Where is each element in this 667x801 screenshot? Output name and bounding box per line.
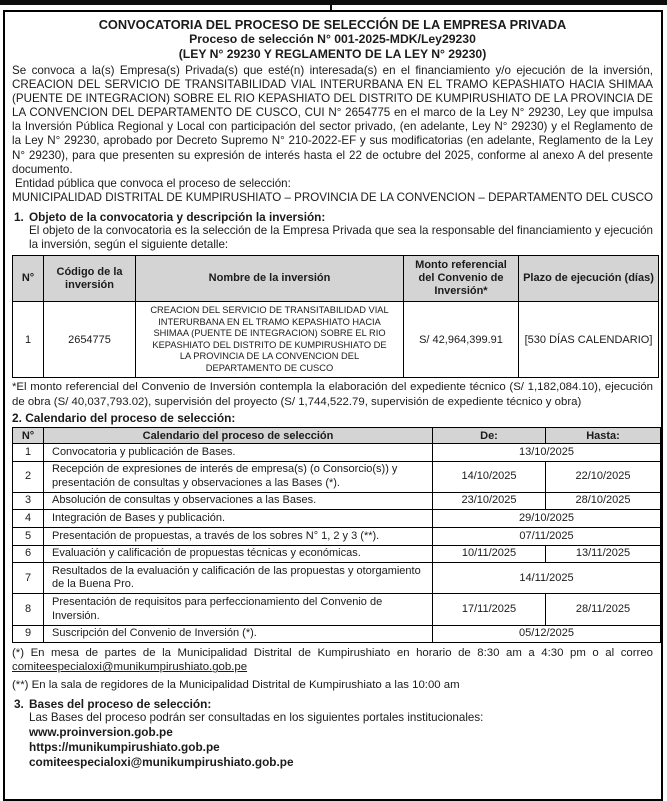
cell-actividad: Evaluación y calificación de propuestas técnicas y económicas. (44, 545, 433, 563)
cell-hasta: 22/10/2025 (546, 461, 661, 492)
col-header-hasta: Hasta: (546, 428, 661, 444)
section-1-title: Objeto de la convocatoria y descripción la inversión: (29, 209, 326, 224)
table-row (13, 625, 661, 643)
table-row (13, 563, 661, 594)
entity-name: MUNICIPALIDAD DISTRITAL DE KUMPIRUSHIATO – PROVINCIA DE LA CONVENCION – DEPARTAMENTO DEL CUSCO (12, 190, 653, 204)
table-row (13, 492, 661, 510)
law-reference: (LEY N° 29230 Y REGLAMENTO DE LA LEY N° 29230) (178, 47, 487, 61)
table-row (13, 444, 661, 462)
cell-n: 5 (13, 528, 44, 546)
page-top-rule (0, 0, 667, 5)
section-3 (12, 697, 653, 771)
table-row (13, 461, 661, 492)
cell-actividad: Convocatoria y publicación de Bases. (44, 444, 433, 462)
cell-hasta: 28/10/2025 (546, 492, 661, 510)
cell-actividad: Presentación de requisitos para perfeccionamiento del Convenio de Inversión. (44, 594, 433, 625)
table-row (13, 594, 661, 625)
col-header-monto: Monto referencial del Convenio de Inversión* (404, 256, 519, 302)
col-header-codigo: Código de la inversión (44, 256, 136, 302)
process-number: Proceso de selección N° 001-2025-MDK/Ley29230 (189, 32, 476, 46)
cell-n: 1 (13, 444, 44, 462)
table-row (13, 545, 661, 563)
section-3-heading (12, 697, 653, 712)
cell-fecha: 29/10/2025 (433, 510, 661, 528)
portal-committee-email: comiteespecialoxi@munikumpirushiato.gob.pe (29, 755, 294, 770)
section-1-body: El objeto de la convocatoria es la selección de la Empresa Privada que sea la responsable del financiamiento y ejecución la inversión, según el siguiente detalle: (29, 224, 653, 252)
cell-codigo: 2654775 (44, 302, 136, 378)
cell-n: 1 (13, 302, 44, 378)
cell-n: 9 (13, 625, 44, 643)
investment-table-footnote: *El monto referencial del Convenio de Inversión contempla la elaboración del expediente técnico (S/ 1,182,084.10), ejecución de obra (S/ 40,037,793.02), supervisión del proyecto (S/ 1,744,522.79, supervisión de expediente técnico y obra) (12, 381, 653, 408)
cell-actividad: Presentación de propuestas, a través de los sobres N° 1, 2 y 3 (**). (44, 528, 433, 546)
col-header-plazo: Plazo de ejecución (días) (519, 256, 659, 302)
portal-municipality: https://munikumpirushiato.gob.pe (29, 740, 220, 755)
entity-label: Entidad pública que convoca el proceso de selección: (15, 176, 291, 190)
cell-actividad: Recepción de expresiones de interés de empresa(s) (o Consorcio(s)) y presentación de consultas y observaciones a las Bases (*). (44, 461, 433, 492)
table-row (13, 528, 661, 546)
calendar-footnote-double-star: (**) En la sala de regidores de la Municipalidad Distrital de Kumpirushiato a las 10:00 am (12, 678, 460, 691)
cell-hasta: 13/11/2025 (546, 545, 661, 563)
calendar-table (12, 427, 661, 643)
cell-n: 8 (13, 594, 44, 625)
cell-n: 4 (13, 510, 44, 528)
cell-plazo: [530 DÍAS CALENDARIO] (519, 302, 659, 378)
calendar-footnote-star (12, 646, 653, 674)
cell-hasta: 28/11/2025 (546, 594, 661, 625)
cell-actividad: Integración de Bases y publicación. (44, 510, 433, 528)
section-1 (12, 210, 653, 409)
investment-table (12, 255, 659, 378)
cell-actividad: Absolución de consultas y observaciones a las Bases. (44, 492, 433, 510)
cell-de: 14/10/2025 (433, 461, 546, 492)
investment-table-header-row (13, 256, 659, 302)
section-3-number: 3. (14, 696, 24, 711)
col-header-n: N° (13, 428, 44, 444)
cell-nombre: CREACION DEL SERVICIO DE TRANSITABILIDAD VIAL INTERURBANA EN EL TRAMO KEPASHIATO HACIA SHIMAA (PUENTE DE INTEGRACION) SOBRE EL RIO KEPASHIATO DEL DISTRITO DE KUMPIRUSHIATO DE LA PROVINCIA DE LA CONVENCION DEL DEPARTAMENTO DE CUSCO (136, 302, 404, 378)
cell-n: 2 (13, 461, 44, 492)
section-2-heading: 2. Calendario del proceso de selección: (12, 411, 236, 426)
cell-n: 6 (13, 545, 44, 563)
calendar-table-header-row (13, 428, 661, 444)
cell-n: 7 (13, 563, 44, 594)
intro-paragraph: Se convoca a la(s) Empresa(s) Privada(s) que esté(n) interesada(s) en el financiamiento y/o ejecución de la inversión, CREACION DEL SERVICIO DE TRANSITABILIDAD VIAL INTERURBANA EN EL TRAMO KEPASHIATO HACIA SHIMAA (PUENTE DE INTEGRACION) SOBRE EL RIO KEPASHIATO DEL DISTRITO DE KUMPIRUSHIATO DE LA PROVINCIA DE LA CONVENCION DEL DEPARTAMENTO DE CUSCO, CUI N° 2654775 en el marco de la Ley N° 29230, Ley que impulsa la Inversión Pública Regional y Local con participación del sector privado, (en adelante, Ley N° 29230) y el Reglamento de la Ley N° 29230, aprobado por Decreto Supremo N° 210-2022-EF y sus modificatorias (en adelante, Reglamento de la Ley N° 29230), para que presenten su expresión de interés hasta el 22 de octubre del 2025, conforme al anexo A del presente documento. (12, 64, 653, 176)
document-title-block (12, 17, 653, 62)
cell-monto: S/ 42,964,399.91 (404, 302, 519, 378)
cell-fecha: 13/10/2025 (433, 444, 661, 462)
section-1-heading (12, 210, 653, 225)
committee-email-link[interactable]: comiteespecialoxi@munikumpirushiato.gob.pe (12, 661, 248, 674)
cell-de: 23/10/2025 (433, 492, 546, 510)
section-3-title: Bases del proceso de selección: (29, 696, 212, 711)
calendar-footnote-star-text: (*) En mesa de partes de la Municipalidad Distrital de Kumpirushiato en horario de 8:30 am a 4:30 pm o al correo (12, 647, 653, 660)
col-header-n: N° (13, 256, 44, 302)
col-header-de: De: (433, 428, 546, 444)
col-header-actividad: Calendario del proceso de selección (44, 428, 433, 444)
cell-de: 17/11/2025 (433, 594, 546, 625)
section-3-body: Las Bases del proceso podrán ser consultadas en los siguientes portales institucionales: (29, 711, 484, 725)
cell-fecha: 05/12/2025 (433, 625, 661, 643)
document-title: CONVOCATORIA DEL PROCESO DE SELECCIÓN DE LA EMPRESA PRIVADA (98, 17, 567, 32)
portal-proinversion: www.proinversion.gob.pe (29, 725, 173, 740)
col-header-nombre: Nombre de la inversión (136, 256, 404, 302)
table-row (13, 510, 661, 528)
cell-actividad: Resultados de la evaluación y calificación de las propuestas y otorgamiento de la Buena Pro. (44, 563, 433, 594)
section-1-number: 1. (14, 209, 24, 224)
cell-n: 3 (13, 492, 44, 510)
cell-de: 10/11/2025 (433, 545, 546, 563)
cell-fecha: 14/11/2025 (433, 563, 661, 594)
cell-fecha: 07/11/2025 (433, 528, 661, 546)
cell-actividad: Suscripción del Convenio de Inversión (*). (44, 625, 433, 643)
document-frame (3, 10, 663, 801)
table-row (13, 302, 659, 378)
